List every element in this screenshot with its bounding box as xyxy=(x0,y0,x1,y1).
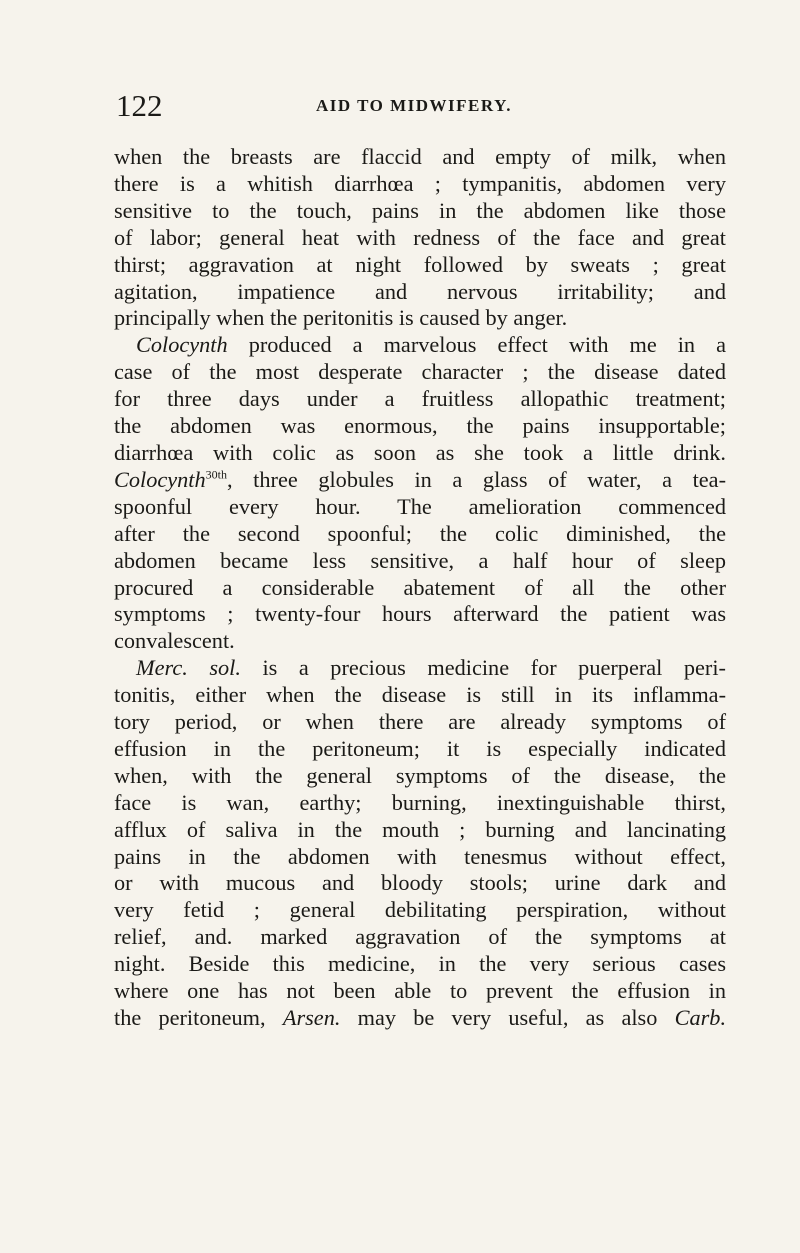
text-line: relief, and. marked aggravation of the symptoms at xyxy=(114,924,726,950)
text-line: sensitive to the touch, pains in the abdomen like those xyxy=(114,197,726,223)
line-text: is a precious medicine for puerperal peri- xyxy=(262,655,726,681)
text-line xyxy=(114,467,726,494)
text-line: face is wan, earthy; burning, inextinguishable thirst, xyxy=(114,789,726,815)
text-line: when, with the general symptoms of the disease, the xyxy=(114,762,726,788)
line-text: produced a marvelous effect with me in a xyxy=(248,332,726,358)
remedy-colocynth: Colocynth xyxy=(136,332,228,358)
text-line: procured a considerable abatement of all the other xyxy=(114,574,726,600)
remedy-colocynth-dose: Colocynth xyxy=(114,466,206,492)
text-line xyxy=(114,332,726,359)
dose-superscript: 30th xyxy=(205,467,227,482)
text-line: abdomen became less sensitive, a half hour of sleep xyxy=(114,547,726,573)
remedy-merc-sol: Merc. sol. xyxy=(136,655,241,681)
text-line: symptoms ; twenty-four hours afterward the patient was xyxy=(114,601,726,627)
text-line: or with mucous and bloody stools; urine dark and xyxy=(114,870,726,896)
text-line: of labor; general heat with redness of the face and great xyxy=(114,224,726,250)
text-line: principally when the peritonitis is caused by anger. xyxy=(114,305,568,331)
line-text: the peritoneum, xyxy=(114,1005,266,1030)
text-line: there is a whitish diarrhœa ; tympanitis, abdomen very xyxy=(114,170,726,196)
text-line: pains in the abdomen with tenesmus without effect, xyxy=(114,843,726,869)
text-line: the abdomen was enormous, the pains insupportable; xyxy=(114,413,726,439)
text-line: effusion in the peritoneum; it is especially indicated xyxy=(114,735,726,761)
remedy-carb: Carb. xyxy=(674,1005,727,1030)
text-line: tonitis, either when the disease is still in its inflamma- xyxy=(114,682,726,708)
text-line: very fetid ; general debilitating perspiration, without xyxy=(114,897,726,923)
line-text: may be very useful, as also xyxy=(357,1005,658,1030)
text-line xyxy=(114,655,726,682)
text-line: when the breasts are flaccid and empty of milk, when xyxy=(114,144,726,169)
page-header xyxy=(116,88,716,124)
text-line: spoonful every hour. The amelioration commenced xyxy=(114,493,726,519)
text-line: afflux of saliva in the mouth ; burning and lancinating xyxy=(114,816,726,842)
text-line: agitation, impatience and nervous irritability; and xyxy=(114,278,726,304)
line-text: , three globules in a glass of water, a tea- xyxy=(227,466,726,492)
text-line: for three days under a fruitless allopathic treatment; xyxy=(114,386,726,412)
body-text xyxy=(114,144,726,1032)
text-line: tory period, or when there are already symptoms of xyxy=(114,709,726,735)
text-line xyxy=(114,1005,726,1032)
text-line: case of the most desperate character ; the disease dated xyxy=(114,359,726,385)
page-number: 122 xyxy=(116,88,163,123)
remedy-arsen: Arsen. xyxy=(282,1005,341,1030)
text-line: where one has not been able to prevent the effusion in xyxy=(114,978,726,1004)
text-line: convalescent. xyxy=(114,628,235,654)
text-line: diarrhœa with colic as soon as she took a little drink. xyxy=(114,439,726,465)
text-line: thirst; aggravation at night followed by sweats ; great xyxy=(114,251,726,277)
running-head: AID TO MIDWIFERY. xyxy=(316,96,513,115)
text-line: after the second spoonful; the colic diminished, the xyxy=(114,520,726,546)
text-line: night. Beside this medicine, in the very serious cases xyxy=(114,951,726,977)
